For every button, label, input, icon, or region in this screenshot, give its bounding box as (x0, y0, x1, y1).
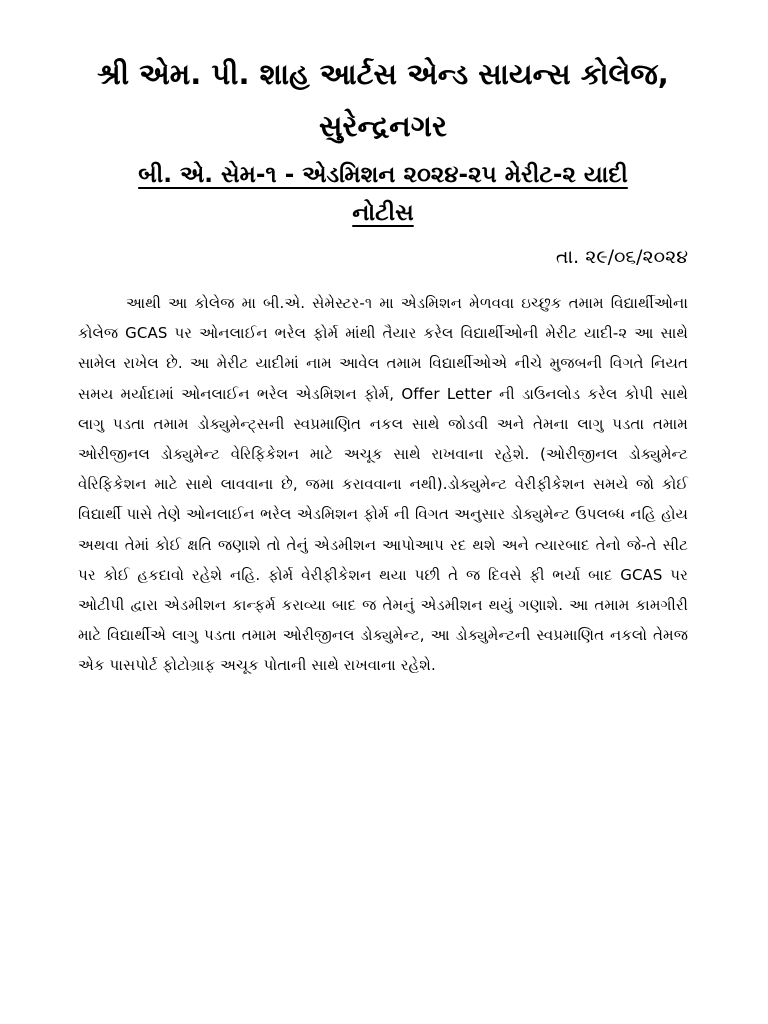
notice-heading: નોટીસ (352, 200, 414, 226)
notice-subtitle: બી. એ. સેમ-૧ - એડમિશન ૨૦૨૪-૨૫ મેરીટ-૨ યાદી (138, 162, 628, 188)
notice-body: આથી આ કોલેજ મા બી.એ. સેમેસ્ટર-૧ મા એડમિશન મેળવવા ઇચ્છુક તમામ વિદ્યાર્થીઓના કોલેજ GCAS પર ઓનલાઈન ભરેલ ફોર્મ માંથી તૈયાર કરેલ વિદ્યાર્થીઓની મેરીટ યાદી-૨ આ સાથે સામેલ રાખેલ છે. આ મેરીટ યાદીમાં નામ આવેલ તમામ વિદ્યાર્થીઓએ નીચે મુજબની વિગતે નિયત સમય મર્યાદામાં ઓનલાઈન ભરેલ એડમિશન ફોર્મ, Offer Letter ની ડાઉનલોડ કરેલ કોપી સાથે લાગુ પડતા તમામ ડોક્યુમેન્ટ્સની સ્વપ્રમાણિત નકલ સાથે જોડવી અને તેમના લાગુ પડતા તમામ ઓરીજીનલ ડોક્યુમેન્ટ વેરિફિકેશન માટે અચૂક સાથે રાખવાના રહેશે. (ઓરીજીનલ ડોક્યુમેન્ટ વેરિફિકેશન માટે સાથે લાવવાના છે, જમા કરાવવાના નથી).ડોક્યુમેન્ટ વેરીફીકેશન સમયે જો કોઈ વિદ્યાર્થી પાસે તેણે ઓનલાઈન ભરેલ એડમિશન ફોર્મ ની વિગત અનુસાર ડોક્યુમેન્ટ ઉપલબ્ધ નહિ હોય અથવા તેમાં કોઈ ક્ષતિ જણાશે તો તેનું એડમીશન આપોઆપ રદ થશે અને ત્યારબાદ તેનો જે-તે સીટ પર કોઈ હકદાવો રહેશે નહિ. ફોર્મ વેરીફીકેશન થયા પછી તે જ દિવસે ફી ભર્યા બાદ GCAS પર ઓટીપી દ્વારા એડમીશન કાન્ફર્મ કરાવ્યા બાદ જ તેમનું એડમીશન થયું ગણાશે. આ તમામ કામગીરી માટે વિદ્યાર્થીએ લાગુ પડતા તમામ ઓરીજીનલ ડોક્યુમેન્ટ, આ ડોક્યુમેન્ટની સ્વપ્રમાણિત નકલો તેમજ એક પાસપોર્ટ ફોટોગ્રાફ અચૂક પોતાની સાથે રાખવાના રહેશે. (78, 294, 688, 675)
notice-date: તા. ૨૯/૦૬/૨૦૨૪ (555, 246, 688, 268)
college-name: શ્રી એમ. પી. શાહ આર્ટસ એન્ડ સાયન્સ કોલેજ, સુરેન્દ્રનગર (97, 57, 669, 143)
